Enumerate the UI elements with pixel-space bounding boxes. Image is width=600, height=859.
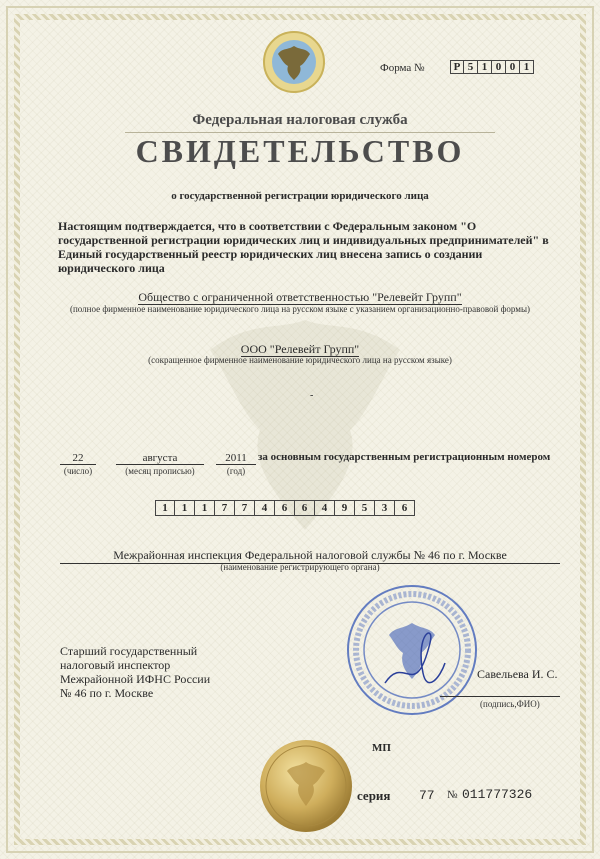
- ogrn-digit: 9: [335, 500, 355, 516]
- statement-text: Настоящим подтверждается, что в соответствии с Федеральным законом "О государственной регистрации юридических лиц и индивидуальных предпринимателей" в Единый государственный реестр юридических лиц внесена запись о создании юридического лица: [58, 219, 549, 275]
- empty-field-dash: -: [310, 390, 314, 401]
- day-note: (число): [63, 466, 93, 476]
- ogrn-number: [155, 500, 415, 516]
- series-value: 77: [419, 788, 435, 803]
- signature-note: (подпись,ФИО): [480, 699, 540, 709]
- full-name-value: Общество с ограниченной ответственностью "Релевейт Групп": [138, 290, 462, 304]
- inspector-position-line: Старший государственный: [60, 644, 198, 658]
- emblem-icon: [262, 30, 326, 94]
- form-code-char: 0: [492, 60, 506, 74]
- form-code-char: 0: [506, 60, 520, 74]
- ogrn-digit: 5: [355, 500, 375, 516]
- short-name-value: ООО "Релевейт Групп": [240, 342, 360, 356]
- ogrn-digit: 1: [155, 500, 175, 516]
- short-name-note: (сокращенное фирменное наименование юридического лица на русском языке): [148, 355, 452, 365]
- ogrn-digit: 4: [255, 500, 275, 516]
- ogrn-digit: 4: [315, 500, 335, 516]
- registering-authority-note: (наименование регистрирующего органа): [220, 562, 380, 572]
- full-name-note: (полное фирменное наименование юридического лица на русском языке с указанием организационно-правовой формы): [69, 304, 531, 314]
- ogrn-digit: 3: [375, 500, 395, 516]
- inspector-position: [60, 644, 210, 700]
- inspector-position-line: № 46 по г. Москве: [60, 686, 154, 700]
- ogrn-digit: 1: [195, 500, 215, 516]
- gold-seal-icon: [258, 738, 354, 834]
- month-note: (месяц прописью): [125, 466, 195, 476]
- document-title: СВИДЕТЕЛЬСТВО: [135, 133, 465, 169]
- form-code-char: 1: [478, 60, 492, 74]
- registration-number-label: за основным государственным регистрационным номером: [258, 451, 551, 463]
- signature-line: [440, 696, 560, 697]
- document-subtitle: о государственной регистрации юридического лица: [171, 190, 429, 202]
- ogrn-digit: 1: [175, 500, 195, 516]
- service-name: Федеральная налоговая служба: [192, 112, 408, 128]
- full-name: [0, 290, 600, 305]
- certificate-number: 011777326: [462, 787, 533, 802]
- ogrn-digit: 6: [295, 500, 315, 516]
- signer-name: Савельева И. С.: [477, 667, 558, 681]
- form-code-char: 1: [520, 60, 534, 74]
- seal-place-label: МП: [372, 742, 391, 754]
- form-label: Форма №: [380, 62, 425, 74]
- inspector-position-line: налоговый инспектор: [60, 658, 171, 672]
- series-label: серия: [357, 788, 391, 803]
- registration-year: 2011: [216, 452, 256, 465]
- registration-day: 22: [60, 452, 96, 465]
- form-code-char: Р: [450, 60, 464, 74]
- inspector-position-line: Межрайонной ИФНС России: [60, 672, 211, 686]
- registering-authority: Межрайонная инспекция Федеральной налоговой службы № 46 по г. Москве: [60, 548, 560, 564]
- ogrn-digit: 6: [275, 500, 295, 516]
- ogrn-digit: 6: [395, 500, 415, 516]
- form-code-char: 5: [464, 60, 478, 74]
- form-code: [450, 60, 534, 74]
- year-note: (год): [226, 466, 246, 476]
- ogrn-digit: 7: [235, 500, 255, 516]
- ogrn-digit: 7: [215, 500, 235, 516]
- number-sign: №: [447, 789, 458, 801]
- registration-month: августа: [116, 452, 204, 465]
